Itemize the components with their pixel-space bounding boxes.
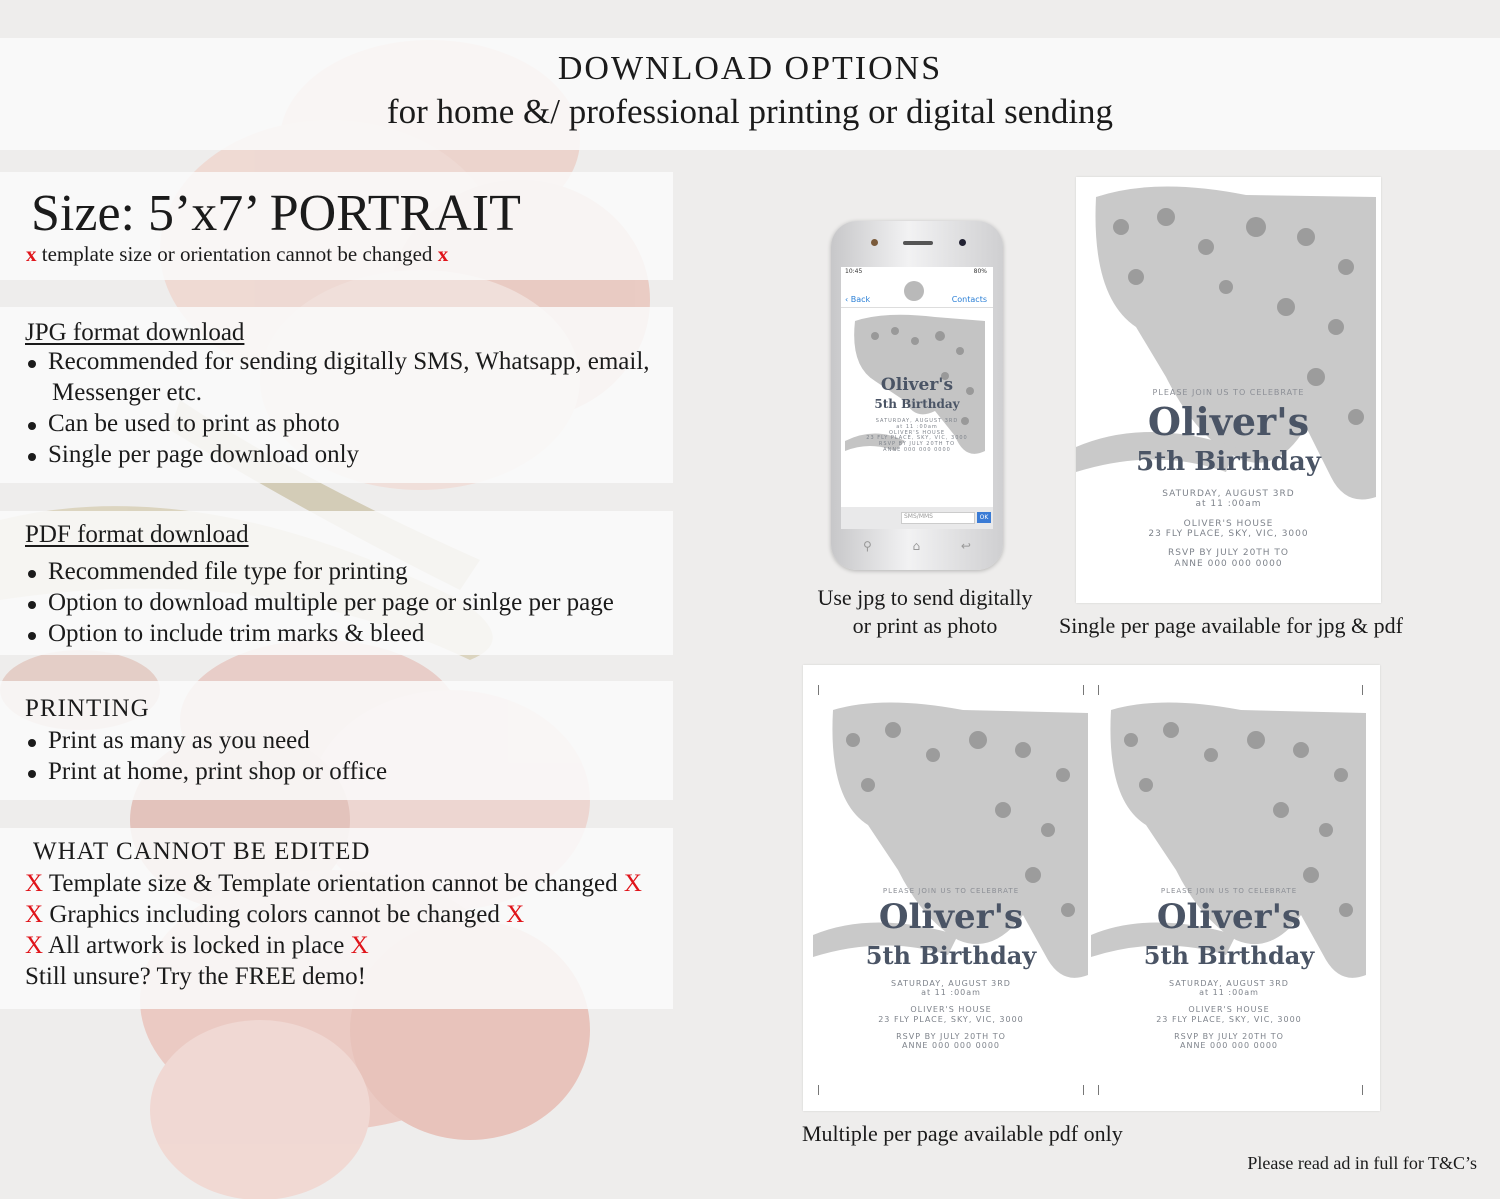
header-banner: [0, 38, 1500, 150]
x-mark-icon: x: [437, 242, 449, 266]
search-icon: ⚲: [863, 539, 872, 553]
phone-nav-bar: [863, 539, 971, 553]
jpg-heading: JPG format download: [25, 319, 245, 346]
list-item: X Template size & Template orientation cannot be changed X: [25, 870, 642, 897]
list-item-continuation: Messenger etc.: [52, 379, 202, 406]
x-mark-icon: X: [25, 932, 44, 959]
x-mark-icon: X: [506, 901, 525, 928]
x-mark-icon: x: [26, 242, 37, 266]
invite-birthday: 5th Birthday: [1143, 941, 1315, 970]
footer-note: Please read ad in full for T&C’s: [1247, 1153, 1477, 1173]
size-title: Size: 5’x7’ PORTRAIT: [31, 185, 521, 242]
jpg-panel: [0, 307, 673, 483]
message-bar: [841, 507, 993, 529]
contact-avatar: [904, 281, 924, 301]
demo-line: Still unsure? Try the FREE demo!: [25, 963, 366, 990]
invite-join-text: PLEASE JOIN US TO CELEBRATE: [1152, 388, 1305, 397]
x-mark-icon: X: [25, 870, 44, 897]
invitation-copy-right: [1091, 695, 1367, 1085]
back-link[interactable]: ‹ Back: [845, 295, 871, 304]
camera-icon: [871, 239, 878, 246]
x-mark-icon: X: [623, 870, 642, 897]
x-mark-icon: X: [25, 901, 44, 928]
list-item: Print at home, print shop or office: [25, 756, 387, 787]
phone-invite-name: Oliver's: [880, 375, 954, 395]
contacts-link[interactable]: Contacts: [951, 295, 987, 304]
phone-invite-birthday: 5th Birthday: [874, 397, 960, 411]
pdf-panel: [0, 511, 673, 655]
jpg-list: [25, 346, 650, 470]
send-button[interactable]: OK: [977, 512, 991, 523]
list-item: Recommended file type for printing: [25, 556, 614, 587]
home-icon: ⌂: [912, 539, 921, 553]
list-item: X Graphics including colors cannot be changed X: [25, 901, 525, 928]
list-item: Print as many as you need: [25, 725, 387, 756]
size-note: [26, 242, 448, 267]
printing-panel: [0, 681, 673, 800]
size-panel: [0, 172, 673, 280]
cannot-edit-heading: WHAT CANNOT BE EDITED: [33, 838, 371, 865]
x-mark-icon: X: [350, 932, 369, 959]
page-title: DOWNLOAD OPTIONS: [557, 50, 943, 87]
invite-details: SATURDAY, AUGUST 3RD at 11 :00am OLIVER'S HOUSE 23 FLY PLACE, SKY, VIC, 3000 RSVP BY JULY 20TH TO ANNE 000 000 0000: [878, 979, 1024, 1050]
size-note-text: template size or orientation cannot be changed: [41, 242, 433, 266]
invite-birthday: 5th Birthday: [865, 941, 1037, 970]
speaker-grill: [903, 241, 933, 245]
invite-join-text: PLEASE JOIN US TO CELEBRATE: [1160, 887, 1298, 895]
invite-details: SATURDAY, AUGUST 3RD at 11 :00am OLIVER'S HOUSE 23 FLY PLACE, SKY, VIC, 3000 RSVP BY JULY 20TH TO ANNE 000 000 0000: [1156, 979, 1302, 1050]
list-item: X All artwork is locked in place X: [25, 932, 369, 959]
cannot-edit-list: [25, 868, 642, 992]
single-invitation-card: [1076, 177, 1381, 603]
pdf-heading: PDF format download: [25, 521, 249, 548]
sensor-icon: [959, 239, 966, 246]
invite-name: Oliver's: [1156, 897, 1302, 937]
phone-mockup: [831, 221, 1003, 570]
list-item: Single per page download only: [25, 439, 650, 470]
sms-input[interactable]: SMS/MMS: [901, 512, 975, 524]
invite-join-text: PLEASE JOIN US TO CELEBRATE: [882, 887, 1020, 895]
list-item: Recommended for sending digitally SMS, Whatsapp, email,: [25, 346, 650, 377]
multiple-per-page-sheet: [803, 665, 1380, 1111]
invite-name: Oliver's: [1147, 399, 1310, 444]
single-caption: Single per page available for jpg & pdf: [1059, 613, 1403, 638]
back-icon: ↩: [960, 539, 971, 553]
printing-heading: PRINTING: [25, 695, 150, 722]
page-subtitle: for home &/ professional printing or digital sending: [386, 92, 1114, 131]
invite-name: Oliver's: [878, 897, 1024, 937]
phone-caption: Use jpg to send digitally or print as photo: [817, 585, 1033, 638]
invitation-copy-left: [813, 695, 1089, 1085]
multiple-caption: Multiple per page available pdf only: [802, 1121, 1123, 1146]
pdf-list: [25, 556, 614, 649]
cannot-edit-panel: [0, 828, 673, 1009]
list-item: Option to download multiple per page or sinlge per page: [25, 587, 614, 618]
list-item: Option to include trim marks & bleed: [25, 618, 614, 649]
invite-details: SATURDAY, AUGUST 3RD at 11 :00am OLIVER'S HOUSE 23 FLY PLACE, SKY, VIC, 3000 RSVP BY JULY 20TH TO ANNE 000 000 0000: [1148, 489, 1309, 569]
list-item: Can be used to print as photo: [25, 408, 650, 439]
printing-list: [25, 725, 387, 787]
phone-invite-details: SATURDAY, AUGUST 3RD at 11 :00am OLIVER'S HOUSE 23 FLY PLACE, SKY, VIC, 3000 RSVP BY JULY 20TH TO ANNE 000 000 0000: [866, 418, 968, 453]
phone-screen: [841, 267, 993, 529]
status-bar: 10:45 80%: [845, 268, 987, 275]
invite-birthday: 5th Birthday: [1136, 447, 1321, 477]
